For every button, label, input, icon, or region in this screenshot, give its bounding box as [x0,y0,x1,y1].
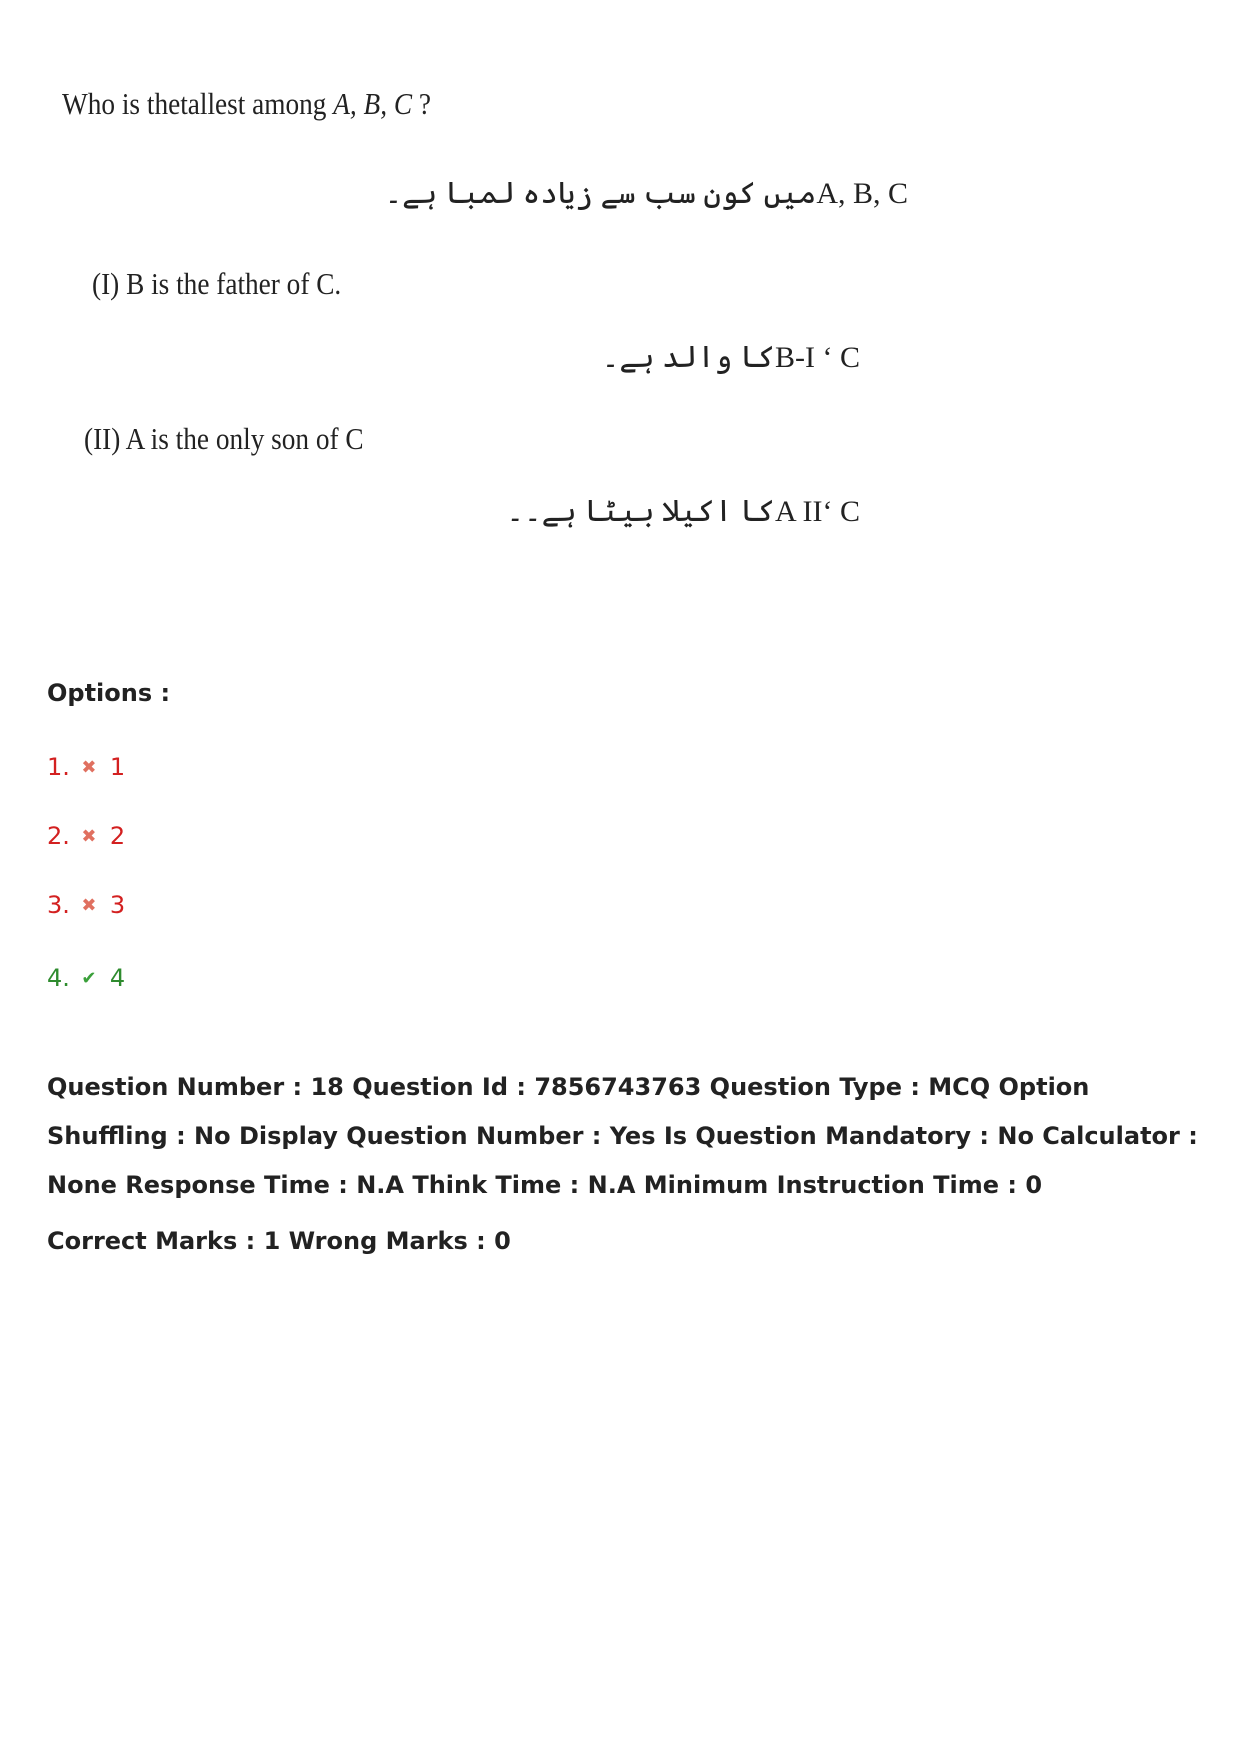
option-3 [47,891,125,919]
cross-icon: ✖ [81,825,97,847]
question-metadata: Question Number : 18 Question Id : 7856743763 Question Type : MCQ Option Shuffling : No Display Question Number : Yes Is Question Mandatory : No Calculator : None Response Time : N.A Think Time : N.A Minimum Instruction Time : 0 [47,1073,1198,1199]
option-label: 3 [109,891,126,919]
cross-icon: ✖ [81,894,97,916]
option-label: 1 [109,753,126,781]
option-number: 1. [47,753,70,781]
statement-2-english: (II) A is the only son of C [84,421,364,456]
option-number: 4. [47,964,70,992]
question-english [62,86,431,122]
question-prefix: Who is thetallest among [62,86,334,121]
options-title: Options : [47,679,171,707]
option-1 [47,753,125,781]
option-2 [47,822,125,850]
option-label: 2 [109,822,126,850]
statement-1-urdu: B-I ‘ Cکا والد ہے۔ [601,341,860,374]
question-urdu: A, B, Cمیں کون سب سے زیادہ لمبا ہے۔ [384,177,908,210]
marks-info: Correct Marks : 1 Wrong Marks : 0 [47,1227,511,1255]
check-icon: ✔ [81,967,97,989]
option-label: 4 [109,964,126,992]
question-suffix: ? [412,86,431,121]
statement-1-english: (I) B is the father of C. [92,266,342,301]
statement-2-urdu: A II‘ Cکا اکیلا بیٹا ہے۔۔ [506,495,860,528]
option-number: 2. [47,822,70,850]
option-4 [47,964,125,992]
cross-icon: ✖ [81,756,97,778]
question-variables: A, B, C [333,86,413,121]
option-number: 3. [47,891,70,919]
